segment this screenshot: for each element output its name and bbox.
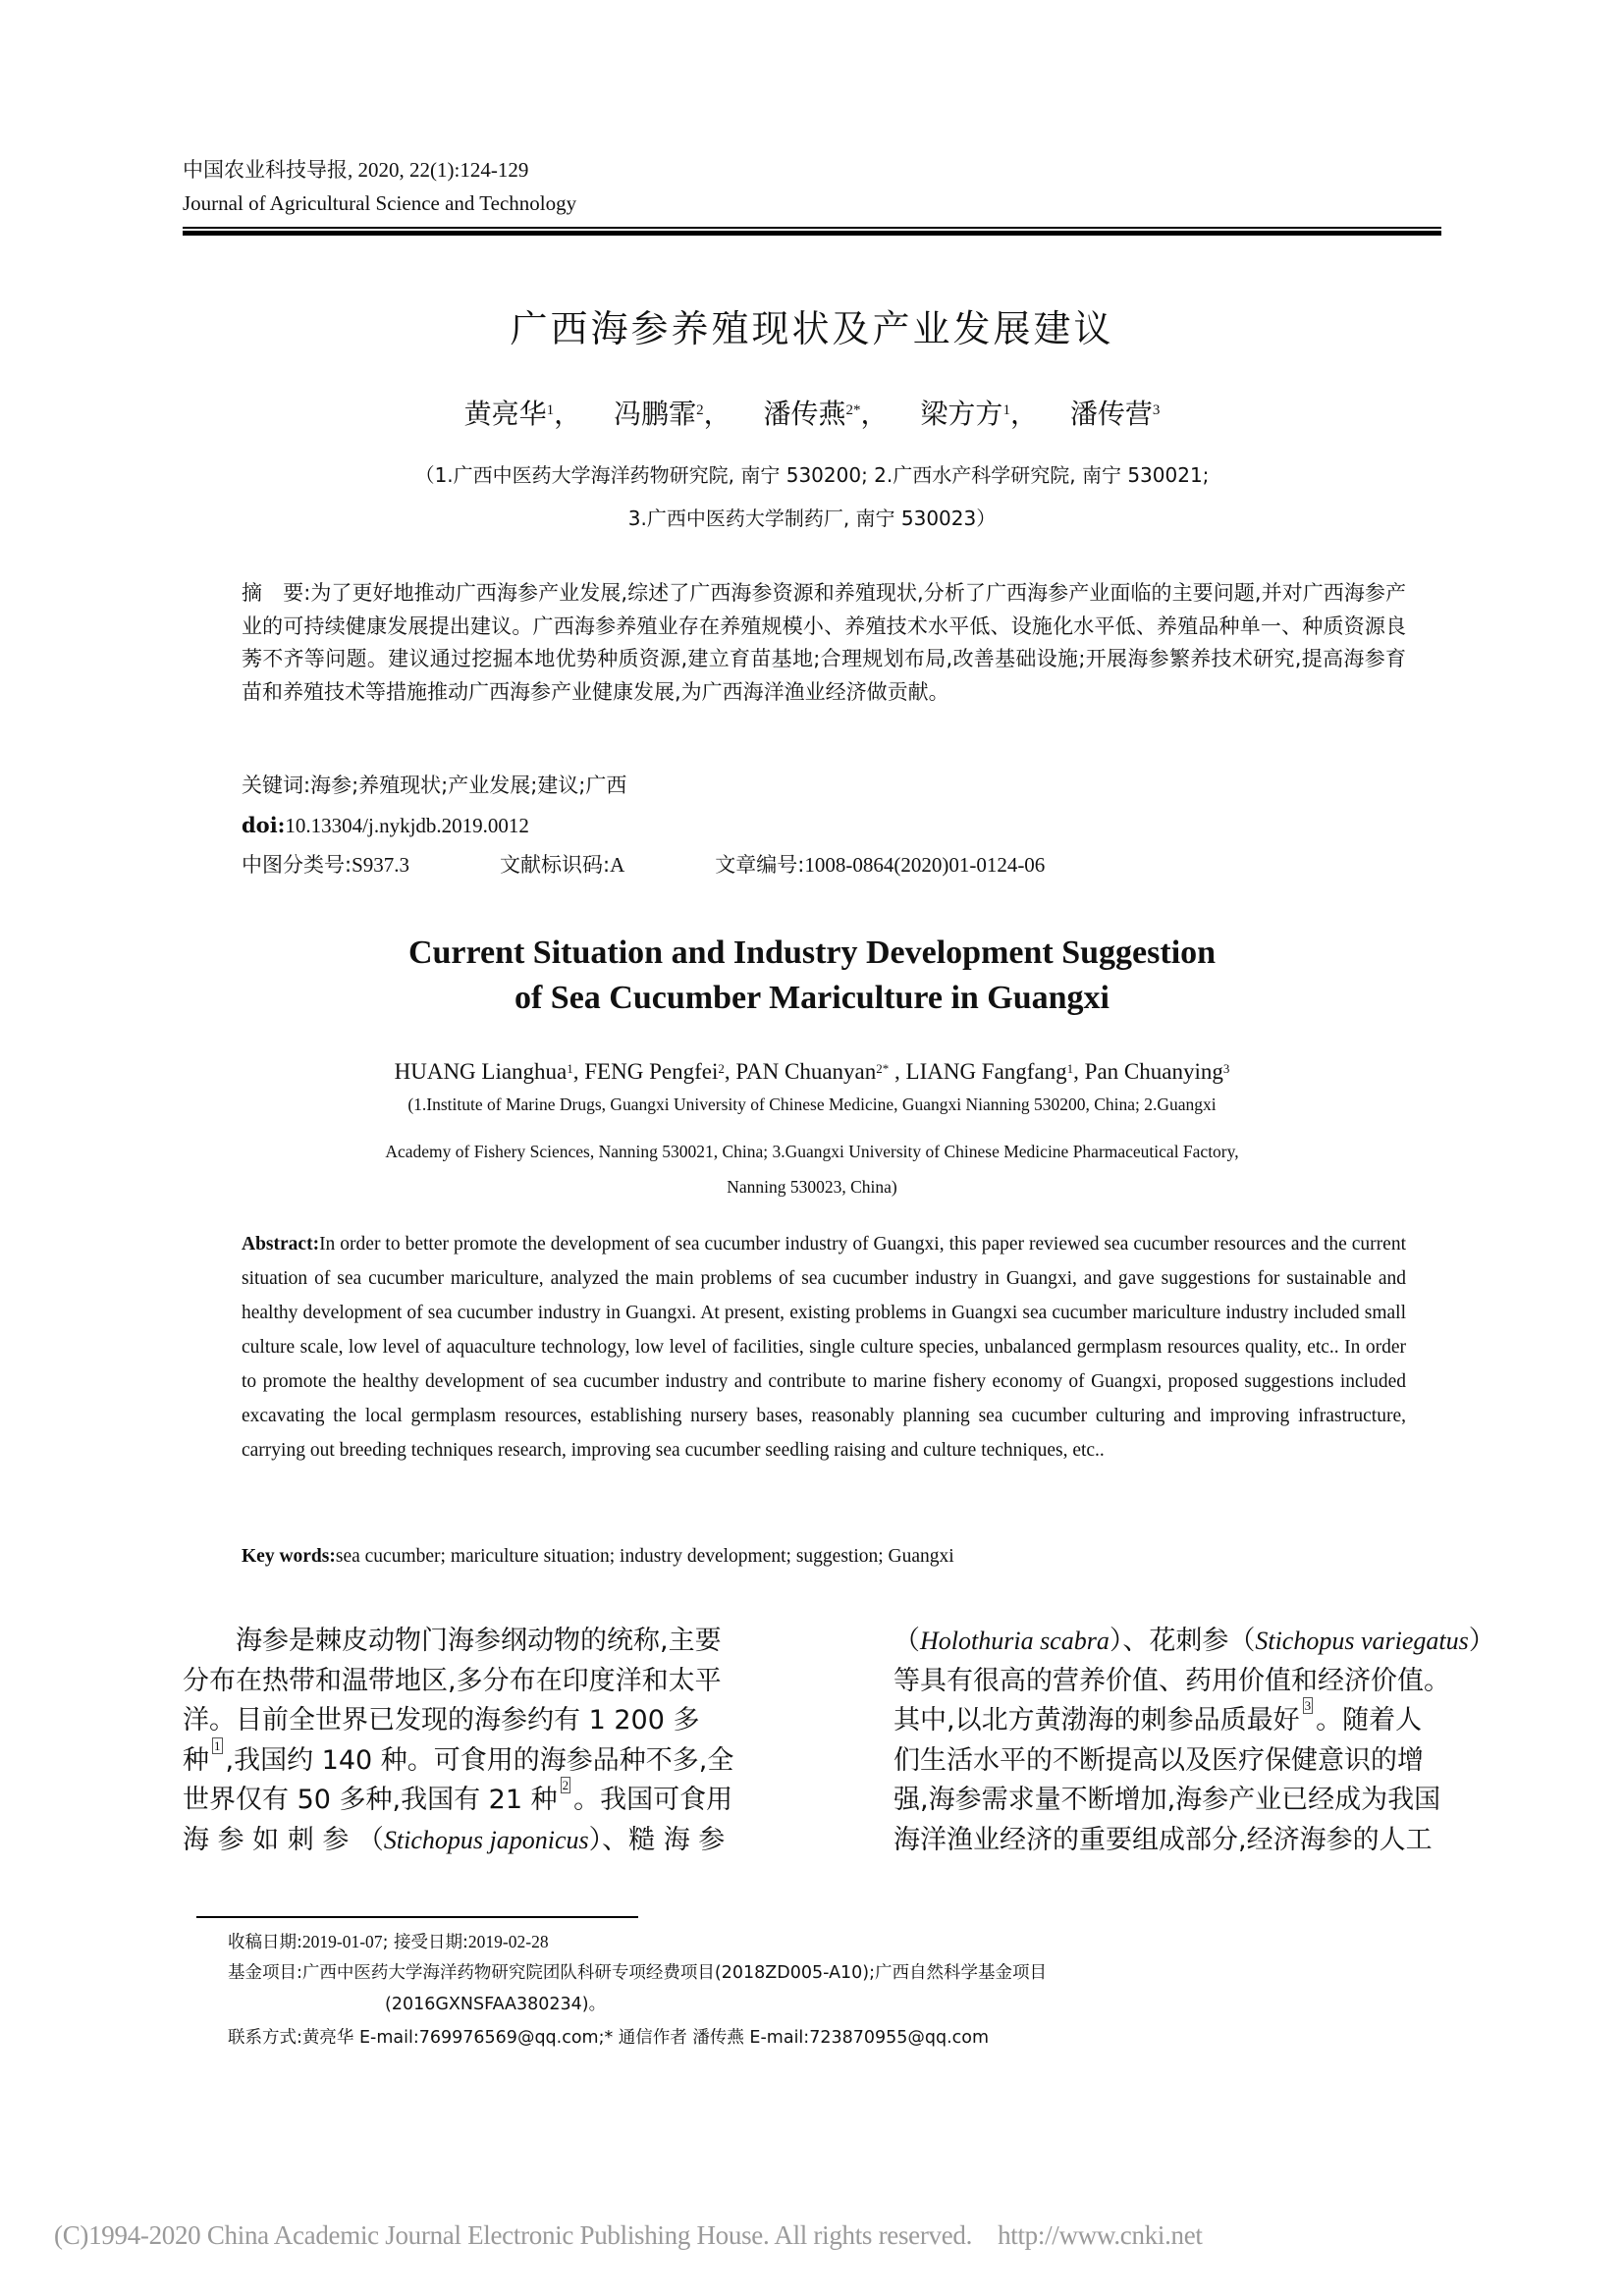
authors-cn [0,397,1624,432]
abstract-cn [242,577,1406,709]
body-line: 海洋渔业经济的重要组成部分,经济海参的人工 [893,1824,1433,1855]
keywords-cn [242,771,626,800]
species-name: Stichopus japonicus [383,1825,589,1854]
author-name: 冯鹏霏 [614,398,697,430]
body-line: 洋。目前全世界已发现的海参约有 1 200 多 [183,1705,700,1735]
author-separator: ， [554,398,582,430]
author-affiliation-mark: 1 [1002,402,1010,418]
keywords-en-text: sea cucumber; mariculture situation; industry development; suggestion; Guangxi [335,1546,954,1567]
footnote-dates [228,1930,549,1954]
species-name: Stichopus variegatus [1255,1627,1469,1655]
body-text: （ [893,1626,920,1656]
body-text: 。随着人 [1316,1705,1423,1735]
accepted-date: 2019-02-28 [467,1932,549,1951]
body-text: ）、花刺参（ [1109,1626,1256,1656]
keywords-en [242,1542,954,1572]
body-column-left [183,1622,732,1860]
abstract-cn-label: 摘 要: [242,581,311,605]
contact-label: 联系方式: [228,2028,302,2048]
author-affiliation-mark: 3 [1222,1061,1230,1076]
title-en-line1: Current Situation and Industry Development Suggestion [407,934,1217,971]
author-affiliation-mark: 1 [1066,1061,1074,1076]
abstract-en [242,1227,1406,1468]
keywords-cn-label: 关键词: [242,774,311,797]
affiliation-en-line: (1.Institute of Marine Drugs, Guangxi University of Chinese Medicine, Guangxi Nianning 530200, China; 2.Guangxi [407,1095,1217,1114]
author-en [1085,1059,1230,1084]
body-line: 们生活水平的不断提高以及医疗保健意识的增 [893,1744,1424,1776]
copyright-text: (C)1994-2020 China Academic Journal Electronic Publishing House. All rights reserved. [54,2220,973,2250]
header-rule-thin [183,227,1441,229]
author-en [584,1059,735,1084]
classification [242,850,1045,880]
authors-en [0,1057,1624,1087]
body-text: 海 参 如 刺 参 （ [183,1824,384,1855]
author-cn [464,398,582,430]
citation-ref[interactable]: 2 [562,1778,569,1792]
body-text: 世界仅有 50 多种,我国有 21 种 [183,1785,558,1815]
affiliation-cn-line: 3.广西中医药大学制药厂, 南宁 530023） [627,507,997,530]
doi-value[interactable]: 10.13304/j.nykjdb.2019.0012 [285,814,529,837]
author-en [395,1059,585,1084]
author-cn [763,398,888,430]
title-en-line2: of Sea Cucumber Mariculture in Guangxi [514,980,1110,1016]
author-affiliation-mark: 2* [845,402,861,418]
abstract-en-label: Abstract: [242,1234,320,1255]
body-line [183,1778,733,1821]
author-separator: ， [703,398,731,430]
author-name: HUANG Lianghua [394,1059,568,1084]
body-line [893,1622,1495,1662]
contact-text: 黄亮华 E-mail:769976569@qq.com;* 通信作者 潘传燕 E-mail:723870955@qq.com [301,2028,990,2048]
body-line [893,1698,1443,1741]
author-separator: ， [860,398,889,430]
body-text: ） [1468,1626,1495,1656]
article-no-label: 文章编号: [715,853,805,877]
author-name: 潘传营 [1069,398,1153,430]
author-separator: , [572,1059,585,1084]
doi [242,811,529,840]
affiliation-cn-line: （1.广西中医药大学海洋药物研究院, 南宁 530200; 2.广西水产科学研究院, 南宁 530021; [414,463,1210,487]
author-affiliation-mark: 1 [567,1061,573,1076]
author-affiliation-mark: 3 [1152,402,1161,418]
abstract-cn-text: 为了更好地推动广西海参产业发展,综述了广西海参资源和养殖现状,分析了广西海参产业面临的主要问题,并对广西海参产业的可持续健康发展提出建议。广西海参养殖业存在养殖规模小、养殖技术水平低、设施化水平低、养殖品种单一、种质资源良莠不齐等问题。建议通过挖掘本地优势种质资源,建立育苗基地;合理规划布局,改善基础设施;开展海参繁养技术研究,提高海参育苗和养殖技术等措施推动广西海参产业健康发展,为广西海洋渔业经济做贡献。 [242,581,1406,704]
title-en [0,931,1624,1021]
author-name: 梁方方 [920,398,1003,430]
body-text: ,我国约 140 种。可食用的海参品种不多,全 [225,1744,734,1776]
author-affiliation-mark: 2 [696,402,704,418]
journal-citation-cn: 中国农业科技导报, 2020, 22(1):124-129 [183,158,529,182]
accepted-label: ; 接受日期: [382,1933,468,1952]
author-separator: , [889,1059,906,1084]
author-affiliation-mark: 2 [718,1061,725,1076]
body-text: 种 [183,1744,209,1776]
affiliation-en-line: Nanning 530023, China) [727,1177,897,1197]
author-cn [614,398,731,430]
author-en [735,1059,905,1084]
body-line [183,1737,734,1782]
author-name: 潘传燕 [763,398,846,430]
doc-code-value: A [610,853,625,877]
author-name: 黄亮华 [463,398,547,430]
author-name: PAN Chuanyan [735,1059,877,1084]
footnote-rule [196,1916,638,1918]
affiliation-en-line: Academy of Fishery Sciences, Nanning 530021, China; 3.Guangxi University of Chinese Medicine Pharmaceutical Factory, [385,1142,1239,1161]
citation-ref[interactable]: 1 [214,1737,221,1753]
author-separator: ， [1009,398,1038,430]
body-text: 其中,以北方黄渤海的刺参品质最好 [893,1705,1300,1735]
body-line: 海参是棘皮动物门海参纲动物的统称,主要 [236,1626,722,1656]
author-name: FENG Pengfei [584,1059,719,1084]
fund-label: 基金项目: [228,1963,302,1983]
body-text: 。我国可食用 [573,1785,733,1815]
footnote-contact [228,2026,989,2050]
journal-name-en: Journal of Agricultural Science and Technology [183,191,577,215]
author-separator: , [724,1059,736,1084]
title-cn: 广西海参养殖现状及产业发展建议 [510,307,1114,350]
body-line: 强,海参需求量不断增加,海参产业已经成为我国 [893,1785,1441,1815]
author-cn [1070,398,1161,430]
body-line [183,1821,732,1861]
copyright-notice [54,2218,1203,2252]
received-date: 2019-01-07 [301,1932,383,1951]
author-name: Pan Chuanying [1084,1059,1223,1084]
received-label: 收稿日期: [228,1933,302,1952]
footnote-fund [228,1961,1047,1985]
body-text: ）、糙 海 参 [588,1824,726,1855]
clc-value: S937.3 [352,853,410,877]
clc-label: 中图分类号: [242,853,352,877]
body-line: 分布在热带和温带地区,多分布在印度洋和太平 [183,1665,722,1696]
doi-label: doi: [242,813,286,837]
author-name: LIANG Fangfang [905,1059,1067,1084]
species-name: Holothuria scabra [920,1627,1110,1655]
body-line: 等具有很高的营养价值、药用价值和经济价值。 [893,1665,1450,1696]
abstract-en-text: In order to better promote the development of sea cucumber industry of Guangxi, this paper reviewed sea cucumber resources and the current situation of sea cucumber mariculture, analyzed the main problems of sea cucumber industry in Guangxi, and gave suggestions for sustainable and healthy development of sea cucumber industry in Guangxi. At present, existing problems in Guangxi sea cucumber mariculture industry included small culture scale, low level of aquaculture technology, low level of facilities, single culture species, unbalanced germplasm resources quality, etc.. In order to promote the healthy development of sea cucumber industry and contribute to marine fishery economy of Guangxi, proposed suggestions included excavating the local germplasm resources, establishing nursery bases, reasonably planning sea cucumber culturing and improving infrastructure, carrying out breeding techniques research, improving sea cucumber seedling raising and culture techniques, etc.. [242,1234,1406,1461]
author-affiliation-mark: 2* [876,1061,890,1076]
keywords-en-label: Key words: [242,1546,336,1567]
article-no-value: 1008-0864(2020)01-0124-06 [804,853,1046,877]
author-affiliation-mark: 1 [546,402,555,418]
doc-code-label: 文献标识码: [500,853,611,877]
header-rule-thick [183,231,1441,236]
footnote-fund-cont: (2016GXNSFAA380234)。 [385,1995,607,2014]
citation-ref[interactable]: 3 [1304,1698,1312,1713]
body-column-right [893,1622,1495,1860]
keywords-cn-text: 海参;养殖现状;产业发展;建议;广西 [310,774,627,797]
cnki-link[interactable]: http://www.cnki.net [998,2220,1203,2250]
author-cn [920,398,1038,430]
author-separator: , [1073,1059,1085,1084]
author-en [906,1059,1085,1084]
fund-text: 广西中医药大学海洋药物研究院团队科研专项经费项目(2018ZD005-A10);广西自然科学基金项目 [301,1963,1048,1983]
